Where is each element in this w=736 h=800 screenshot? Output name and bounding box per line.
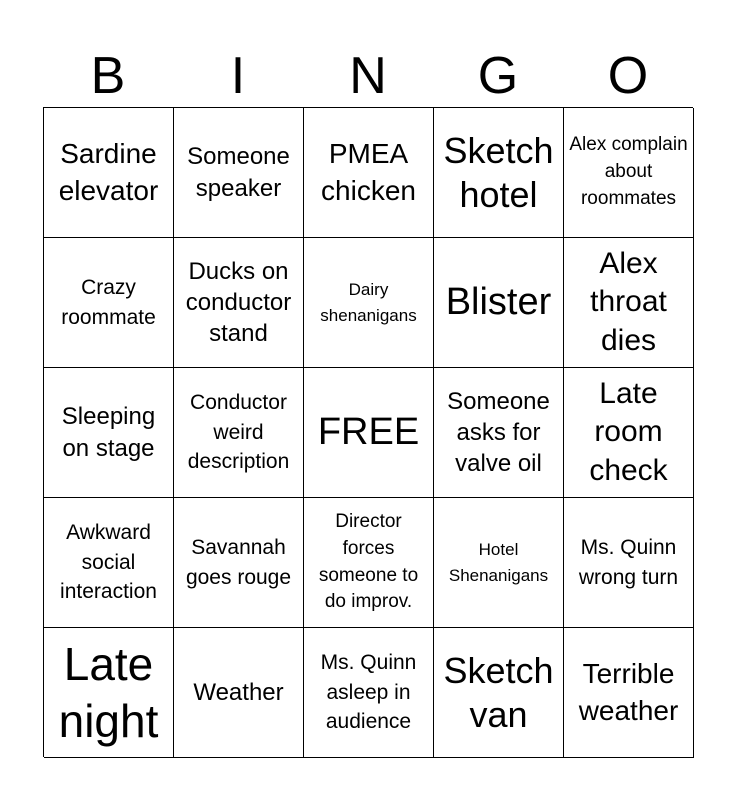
bingo-cell[interactable]: Ms. Quinn asleep in audience <box>304 628 434 758</box>
header-letter-b: B <box>90 47 126 105</box>
bingo-cell[interactable]: Someone speaker <box>174 108 304 238</box>
bingo-cell[interactable]: Late night <box>44 628 174 758</box>
bingo-cell[interactable]: Someone asks for valve oil <box>434 368 564 498</box>
bingo-cell[interactable]: Alex complain about roommates <box>564 108 694 238</box>
bingo-cell[interactable]: Sleeping on stage <box>44 368 174 498</box>
bingo-cell[interactable]: Director forces someone to do improv. <box>304 498 434 628</box>
bingo-cell[interactable]: Dairy shenanigans <box>304 238 434 368</box>
bingo-cell[interactable]: Alex throat dies <box>564 238 694 368</box>
bingo-cell[interactable]: Blister <box>434 238 564 368</box>
bingo-cell[interactable]: Conductor weird description <box>174 368 304 498</box>
bingo-cell[interactable]: PMEA chicken <box>304 108 434 238</box>
bingo-cell[interactable]: Sketch hotel <box>434 108 564 238</box>
header-letter-o: O <box>607 47 649 105</box>
free-space-cell[interactable]: FREE <box>304 368 434 498</box>
bingo-cell[interactable]: Hotel Shenanigans <box>434 498 564 628</box>
bingo-grid <box>43 107 693 757</box>
bingo-cell[interactable]: Ms. Quinn wrong turn <box>564 498 694 628</box>
bingo-header <box>43 44 693 108</box>
bingo-cell[interactable]: Sardine elevator <box>44 108 174 238</box>
bingo-cell[interactable]: Awkward social interaction <box>44 498 174 628</box>
bingo-cell[interactable]: Ducks on conductor stand <box>174 238 304 368</box>
header-letter-i: I <box>230 47 246 105</box>
header-letter-g: G <box>477 47 519 105</box>
bingo-cell[interactable]: Terrible weather <box>564 628 694 758</box>
bingo-cell[interactable]: Sketch van <box>434 628 564 758</box>
bingo-cell[interactable]: Crazy roommate <box>44 238 174 368</box>
bingo-cell[interactable]: Savannah goes rouge <box>174 498 304 628</box>
header-letter-n: N <box>349 47 387 105</box>
bingo-cell[interactable]: Late room check <box>564 368 694 498</box>
bingo-cell[interactable]: Weather <box>174 628 304 758</box>
